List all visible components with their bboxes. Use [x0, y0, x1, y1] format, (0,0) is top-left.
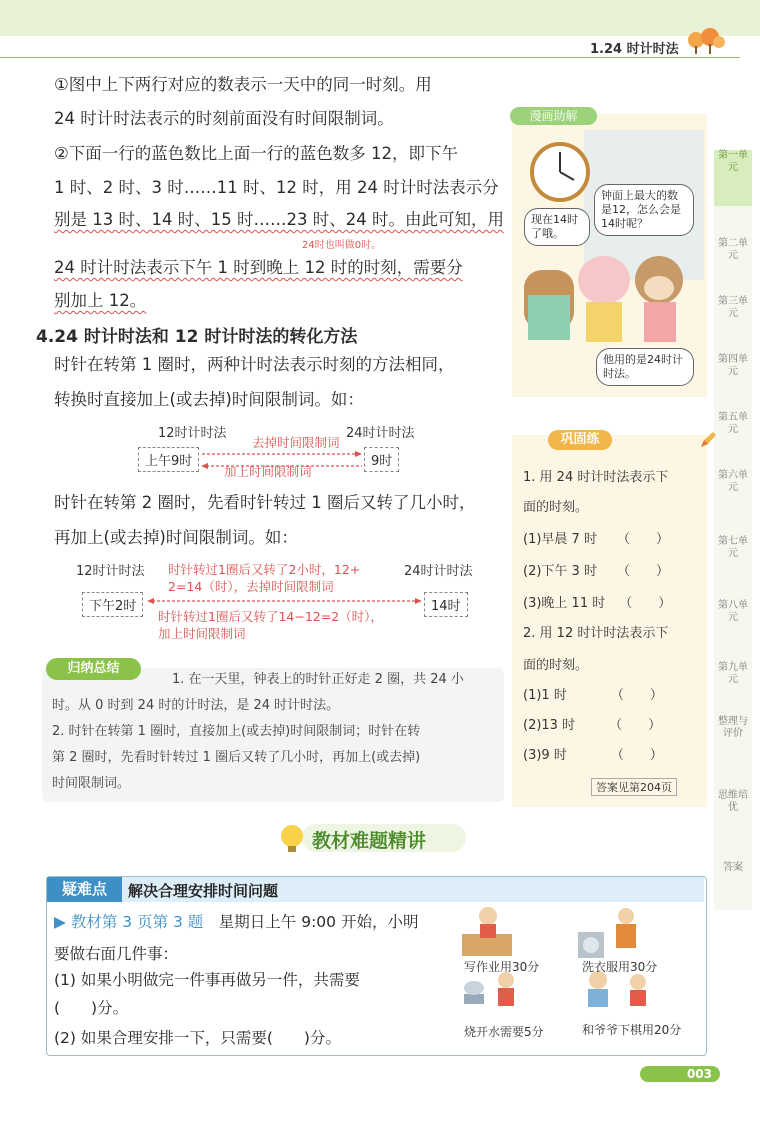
sidebar-item-unit4[interactable]: 第四单元: [718, 354, 748, 377]
sidebar-item-thinking[interactable]: 思维培优: [718, 790, 748, 813]
section-title: 教材难题精讲: [312, 830, 427, 852]
page-number: 003: [640, 1066, 720, 1082]
activity-boil-water: 烧开水需要5分: [464, 1025, 544, 1039]
d2-right-box: 14时: [424, 592, 468, 617]
header-rule: [0, 57, 740, 58]
d2-left-box: 下午2时: [82, 592, 143, 617]
para2-line2: 1 时、2 时、3 时……11 时、12 时，用 24 时计时法表示分: [54, 178, 499, 197]
top-band: [0, 0, 760, 36]
comic-bubble-3: 他用的是24时计时法。: [596, 348, 694, 386]
page-header-title: 1.24 时计时法: [590, 42, 679, 57]
para2-line5: 别加上 12。: [54, 291, 147, 310]
sidebar-item-answers[interactable]: 答案: [723, 862, 743, 873]
sidebar-item-unit8[interactable]: 第八单元: [718, 600, 748, 623]
practice-q2-item1: (1)1 时 （ ）: [523, 688, 663, 703]
practice-tag: 巩固练: [548, 430, 612, 450]
practice-q1-item1: (1)早晨 7 时 （ ）: [523, 532, 669, 547]
comic-bubble-2: 钟面上最大的数是12，怎么会是14时呢？: [594, 184, 694, 236]
d2-arrow: [146, 596, 424, 606]
activity-laundry: 洗衣服用30分: [582, 960, 658, 974]
practice-q2-line1: 2. 用 12 时计时法表示下: [523, 626, 669, 641]
summary-line1: 1. 在一天里，钟表上的时针正好走 2 圈，共 24 小: [172, 672, 464, 687]
sidebar-item-unit1[interactable]: 第一单元: [714, 150, 752, 206]
practice-q1-line2: 面的时刻。: [523, 500, 589, 515]
para1-line1: ①图中上下两行对应的数表示一天中的同一时刻。用: [54, 75, 432, 94]
practice-q1-line1: 1. 用 24 时计时法表示下: [523, 470, 669, 485]
para3-line2: 转换时直接加上(或去掉)时间限制词。如：: [54, 390, 364, 409]
problem-line5: (2) 如果合理安排一下，只需要( )分。: [54, 1029, 341, 1047]
sidebar-item-review[interactable]: 整理与评价: [718, 716, 748, 739]
d2-24h-label: 24时计时法: [404, 564, 473, 579]
summary-line4: 第 2 圈时，先看时针转过 1 圈后又转了几小时，再加上(或去掉): [52, 750, 421, 765]
sidebar-item-unit3[interactable]: 第三单元: [718, 296, 748, 319]
d1-top-arrow-label: 去掉时间限制词: [252, 435, 340, 450]
d2-12h-label: 12时计时法: [76, 564, 145, 579]
summary-tag: 归纳总结: [46, 658, 141, 680]
pencil-icon: [698, 430, 718, 450]
summary-line5: 时间限制词。: [52, 776, 131, 791]
sidebar-item-unit9[interactable]: 第九单元: [718, 662, 748, 685]
activity-homework: 写作业用30分: [464, 960, 540, 974]
sidebar-item-unit5[interactable]: 第五单元: [718, 412, 748, 435]
d1-left-box: 上午9时: [138, 447, 199, 472]
problem-line3: (1) 如果小明做完一件事再做另一件，共需要: [54, 971, 360, 989]
d2-top-line2: 2=14（时），去掉时间限制词: [168, 579, 334, 594]
comic-tag: 漫画助解: [510, 107, 597, 125]
problem-line4: ( )分。: [54, 999, 129, 1017]
problem-line2: 要做右面几件事：: [54, 945, 179, 963]
practice-q2-line2: 面的时刻。: [523, 658, 589, 673]
practice-q1-item3: (3)晚上 11 时 （ ）: [523, 596, 672, 611]
practice-q2-item3: (3)9 时 （ ）: [523, 748, 663, 763]
trees-icon: [686, 28, 726, 54]
problem-line1: ▶ 教材第 3 页第 3 题 星期日上午 9:00 开始，小明: [54, 913, 419, 931]
para3-line1: 时针在转第 1 圈时，两种计时法表示时刻的方法相同，: [54, 355, 455, 374]
lightbulb-icon: [281, 825, 303, 847]
section-heading-4: 4.24 时计时法和 12 时计时法的转化方法: [36, 327, 358, 347]
d2-bottom-line1: 时针转过1圈后又转了14−12=2（时），: [158, 609, 383, 624]
para2-line3: 别是 13 时、14 时、15 时……23 时、24 时。由此可知，用: [54, 210, 504, 229]
d1-bottom-arrow-label: 加上时间限制词: [224, 464, 312, 479]
sidebar-item-unit7[interactable]: 第七单元: [718, 536, 748, 559]
d2-top-line1: 时针转过1圈后又转了2小时，12+: [168, 562, 361, 577]
comic-bubble-1: 现在14时了哦。: [524, 208, 590, 246]
practice-q1-item2: (2)下午 3 时 （ ）: [523, 564, 669, 579]
para4-line2: 再加上(或去掉)时间限制词。如：: [54, 528, 298, 547]
d1-right-box: 9时: [364, 447, 399, 472]
answer-reference[interactable]: 答案见第204页: [591, 778, 677, 796]
note-24-is-0: 24时也叫做0时。: [302, 240, 382, 251]
para1-line2: 24 时计时法表示的时刻前面没有时间限制词。: [54, 109, 394, 128]
summary-line2: 时。从 0 时到 24 时的计时法，是 24 时计时法。: [52, 698, 340, 713]
sidebar-item-unit2[interactable]: 第二单元: [718, 238, 748, 261]
para2-line4: 24 时计时法表示下午 1 时到晚上 12 时的时刻，需要分: [54, 258, 463, 277]
para4-line1: 时针在转第 2 圈时，先看时针转过 1 圈后又转了几小时，: [54, 493, 476, 512]
problem-topic: 解决合理安排时间问题: [128, 882, 279, 900]
para2-line1: ②下面一行的蓝色数比上面一行的蓝色数多 12，即下午: [54, 144, 459, 163]
sidebar-item-unit6[interactable]: 第六单元: [718, 470, 748, 493]
problem-tag: 疑难点: [47, 877, 122, 902]
activity-chess: 和爷爷下棋用20分: [582, 1023, 682, 1037]
unit-sidebar: [714, 150, 752, 910]
summary-line3: 2. 时针在转第 1 圈时，直接加上(或去掉)时间限制词；时针在转: [52, 724, 421, 739]
practice-q2-item2: (2)13 时 （ ）: [523, 718, 662, 733]
d1-12h-label: 12时计时法: [158, 426, 227, 441]
d1-24h-label: 24时计时法: [346, 426, 415, 441]
d2-bottom-line2: 加上时间限制词: [158, 626, 246, 641]
